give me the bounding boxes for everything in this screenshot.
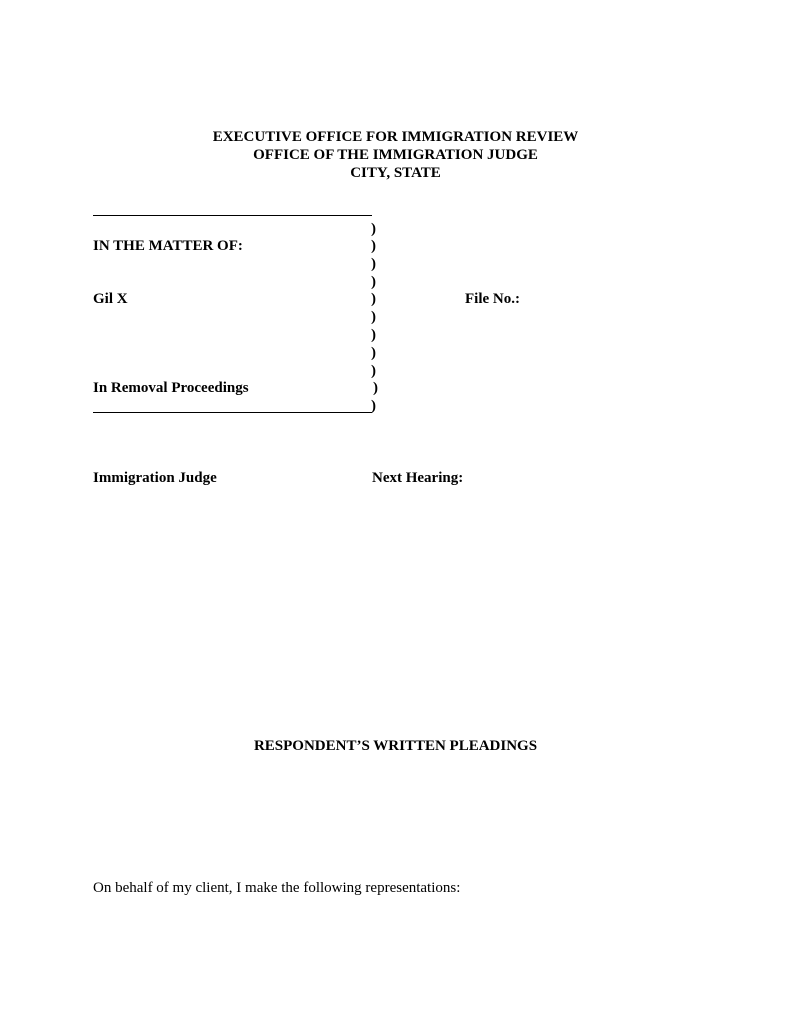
proceedings-label: In Removal Proceedings xyxy=(93,380,249,396)
header-office: OFFICE OF THE IMMIGRATION JUDGE xyxy=(253,147,538,163)
caption-paren: ) xyxy=(371,274,376,290)
immigration-judge-label: Immigration Judge xyxy=(93,470,217,486)
matter-label: IN THE MATTER OF: xyxy=(93,238,243,254)
header-location: CITY, STATE xyxy=(350,165,441,181)
court-header xyxy=(0,128,791,182)
caption-paren: ) xyxy=(373,380,378,396)
caption-paren: ) xyxy=(371,221,376,237)
caption-paren: ) xyxy=(371,309,376,325)
caption-paren: ) xyxy=(371,327,376,343)
caption-paren: ) xyxy=(371,398,376,414)
caption-paren: ) xyxy=(371,363,376,379)
next-hearing-label: Next Hearing: xyxy=(372,470,464,486)
caption-paren: ) xyxy=(371,345,376,361)
caption-bottom-rule xyxy=(93,412,372,413)
caption-paren: ) xyxy=(371,256,376,272)
file-number-label: File No.: xyxy=(465,291,520,307)
respondent-name: Gil X xyxy=(93,291,128,307)
document-title: RESPONDENT’S WRITTEN PLEADINGS xyxy=(253,738,538,754)
caption-paren: ) xyxy=(371,291,376,307)
header-agency: EXECUTIVE OFFICE FOR IMMIGRATION REVIEW xyxy=(212,129,579,145)
intro-paragraph: On behalf of my client, I make the following representations: xyxy=(93,880,461,896)
caption-top-rule xyxy=(93,215,372,216)
caption-paren: ) xyxy=(371,238,376,254)
